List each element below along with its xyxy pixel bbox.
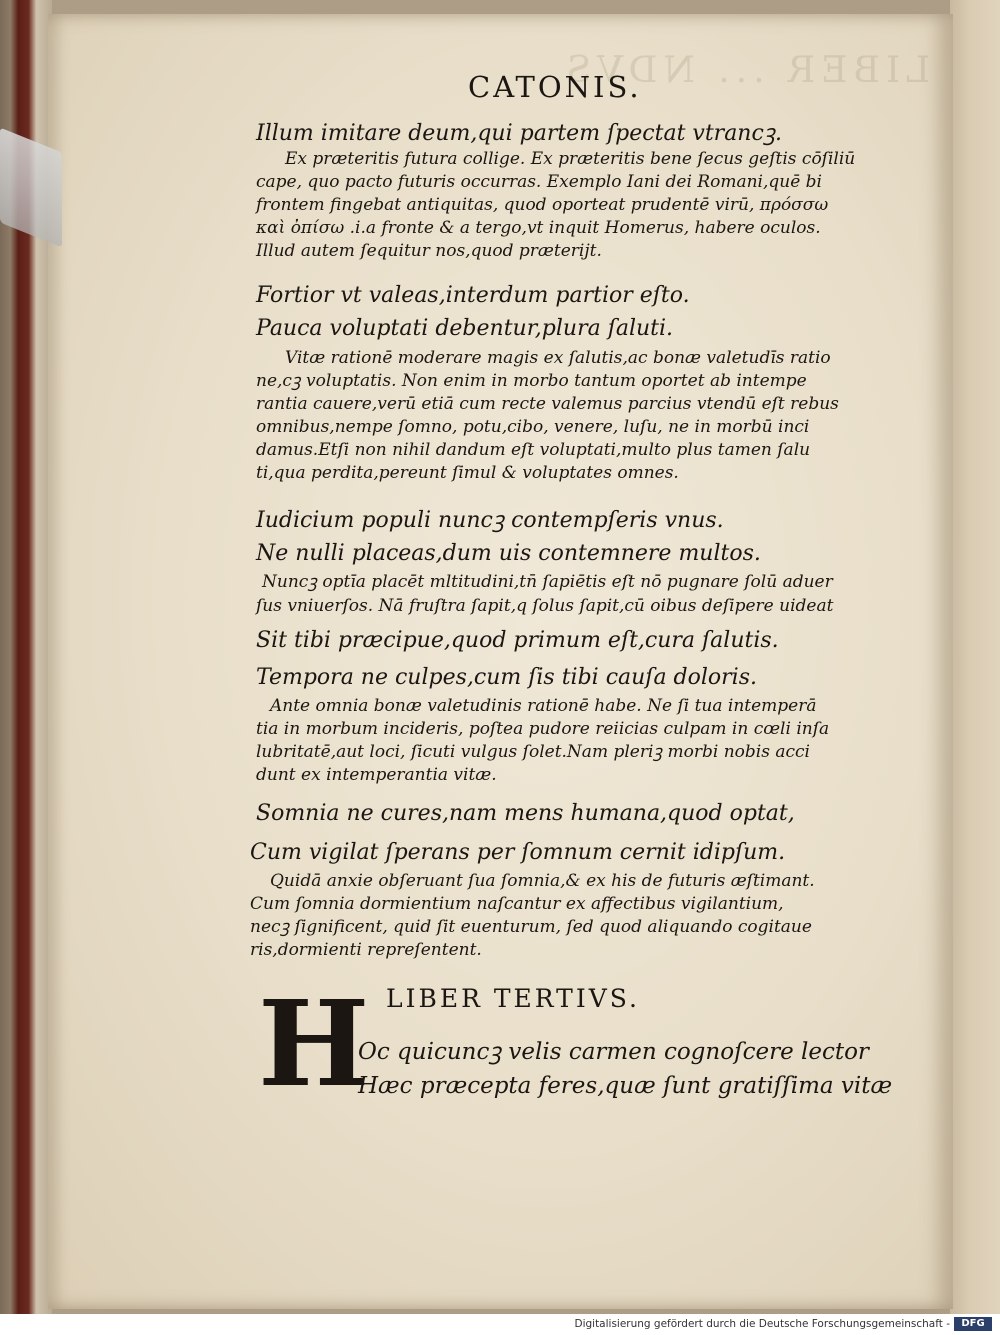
commentary-line: ſus vniuerſos. Nā fruſtra ſapit,q ſolus ſapit,cū oibus deſipere uideat [256,596,834,616]
commentary-line: Illud autem ſequitur nos,quod præterijt. [256,241,602,261]
commentary-line: tia in morbum incideris, poſtea pudore reiicias culpam in cœli inſa [256,719,830,739]
footer-bar [0,1314,1000,1335]
commentary-line: damus.Etſi non nihil dandum eſt voluptati,multo plus tamen ſalu [256,440,811,460]
commentary-line: Ante omnia bonæ valetudinis rationē habe. Ne ſi tua intemperā [270,696,817,716]
footer-credit: Digitalisierung gefördert durch die Deutsche Forschungsgemeinschaft - [574,1318,950,1330]
verse-line: Pauca voluptati debentur,plura ſaluti. [256,316,674,341]
commentary-line: omnibus,nempe ſomno, potu,cibo, venere, luſu, ne in morbū inci [256,417,810,437]
verse-line: Sit tibi præcipue,quod primum eſt,cura ſalutis. [256,628,779,653]
commentary-line: rantia cauere,verū etiā cum recte valemus parcius vtendū eſt rebus [256,394,839,414]
book-line: Hæc præcepta feres,quæ ſunt gratiſſima vitæ [358,1073,893,1099]
verse-line: Ne nulli placeas,dum uis contemnere multos. [256,541,761,566]
verse-line: Iudicium populi nuncꝫ contempſeris vnus. [256,508,724,533]
book-line: Oc quicuncꝫ velis carmen cognoſcere lector [358,1039,869,1065]
commentary-line: Nuncꝫ optīa placēt mltitudini,tn̄ ſapiētis eſt nō pugnare ſolū aduer [262,572,833,592]
running-head: CATONIS. [468,70,642,104]
commentary-line: lubritatē,aut loci, ſicuti vulgus ſolet.Nam pleriꝫ morbi nobis acci [256,742,810,762]
commentary-line: ti,qua perdita,pereunt ſimul & voluptates omnes. [256,463,679,483]
commentary-line: dunt ex intemperantia vitæ. [256,765,497,785]
commentary-line: ne,cꝫ voluptatis. Non enim in morbo tantum oportet ab intempe [256,371,807,391]
dfg-logo: DFG [954,1317,992,1331]
verse-line: Tempora ne culpes,cum ſis tibi cauſa doloris. [256,665,757,690]
decorated-initial: H [258,974,370,1113]
verse-line: Fortior vt valeas,interdum partior eſto. [256,283,690,308]
commentary-line: Ex præteritis futura collige. Ex præteritis bene ſecus geſtis cōſiliū [285,149,856,169]
bleed-through-text: LIBER ... NDVS [560,50,930,91]
commentary-line: Quidā anxie obſeruant ſua ſomnia,& ex his de futuris æſtimant. [270,871,815,891]
facing-page-edge [950,0,1000,1314]
verse-line: Somnia ne cures,nam mens humana,quod optat, [256,801,795,826]
commentary-line: Cum ſomnia dormientium naſcantur ex affectibus vigilantium, [250,894,784,914]
commentary-line: cape, quo pacto futuris occurras. Exemplo Iani dei Romani,quē bi [256,172,822,192]
verse-line: Illum imitare deum,qui partem ſpectat vtrancꝫ. [256,121,783,146]
commentary-line: Vitæ rationē moderare magis ex ſalutis,ac bonæ valetudīs ratio [285,348,831,368]
commentary-line: καὶ ὀπίσω .i.a fronte & a tergo,vt inquit Homerus, habere oculos. [256,218,821,238]
commentary-line: necꝫ ſignificent, quid ſit euenturum, ſed quod aliquando cogitaue [250,917,812,937]
book-heading: LIBER TERTIVS. [386,984,640,1013]
commentary-line: frontem fingebat antiquitas, quod oporteat prudentē virū, πρόσσω [256,195,829,215]
verse-line: Cum vigilat ſperans per ſomnum cernit idipſum. [250,840,786,865]
commentary-line: ris,dormienti repreſentent. [250,940,482,960]
